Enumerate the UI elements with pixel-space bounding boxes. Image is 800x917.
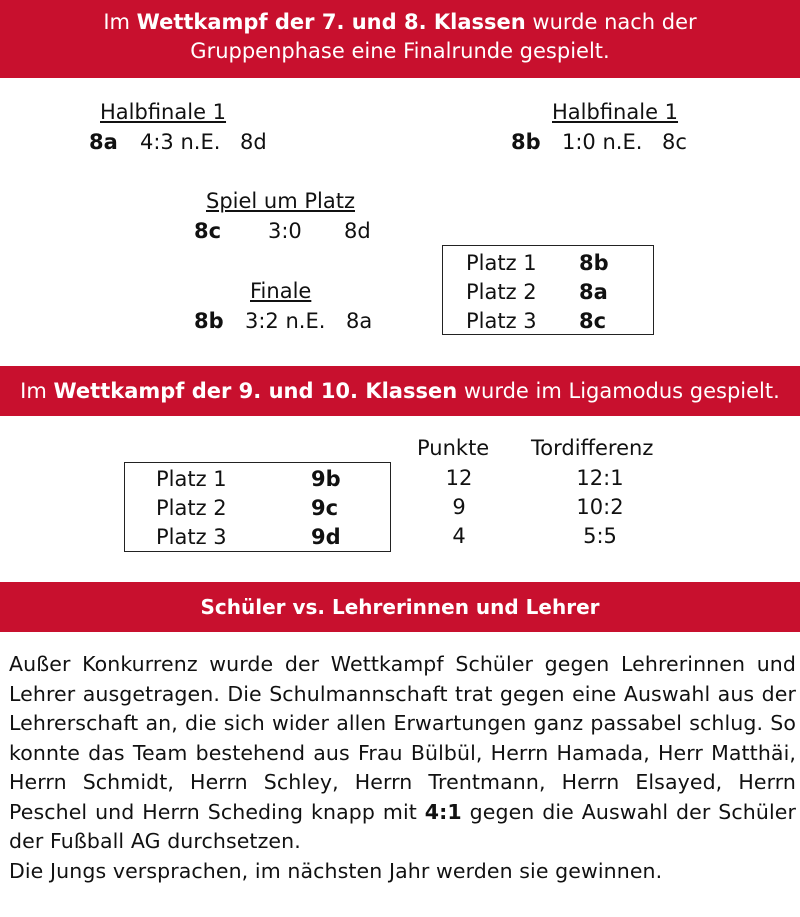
ranking-box-78 (442, 245, 654, 335)
ranking910-team-3: 9d (311, 525, 341, 549)
diff-1: 12:1 (576, 466, 624, 490)
col-header-points: Punkte (417, 436, 490, 460)
ranking78-place-2: Platz 2 (466, 280, 537, 304)
semi2-score: 1:0 n.E. (562, 130, 643, 154)
semi1-loser: 8d (240, 130, 267, 154)
section1-intro-line1: Im Wettkampf der 7. und 8. Klassen wurde nach der (103, 10, 697, 34)
third-title: Spiel um Platz (206, 189, 355, 213)
third-loser: 8d (344, 219, 371, 243)
final-loser: 8a (346, 309, 373, 333)
points-3: 4 (452, 524, 466, 548)
ranking78-place-1: Platz 1 (466, 251, 537, 275)
diff-3: 5:5 (583, 524, 617, 548)
final-title: Finale (250, 279, 312, 303)
semi2-title: Halbfinale 1 (552, 100, 679, 124)
final-score: 3:2 n.E. (245, 309, 326, 333)
points-1: 12 (445, 466, 473, 490)
points-2: 9 (452, 495, 466, 519)
ranking78-team-3: 8c (579, 309, 607, 333)
body-paragraph (9, 650, 796, 886)
section1-intro-line2: Gruppenphase eine Finalrunde gespielt. (190, 39, 610, 63)
semi1-score: 4:3 n.E. (140, 130, 221, 154)
semi2-winner: 8b (511, 130, 541, 154)
section3-header: Schüler vs. Lehrerinnen und Lehrer (0, 582, 800, 632)
semi2-loser: 8c (662, 130, 687, 154)
col-header-diff: Tordifferenz (531, 436, 654, 460)
ranking78-team-1: 8b (579, 251, 609, 275)
ranking910-team-1: 9b (311, 467, 341, 491)
ranking910-place-1: Platz 1 (156, 467, 227, 491)
ranking-box-910 (124, 462, 391, 552)
final-winner: 8b (194, 309, 224, 333)
paragraph-main: Außer Konkurrenz wurde der Wettkampf Schüler gegen Lehrerinnen und Lehrer ausgetragen. Die Schulmannschaft trat gegen eine Auswahl aus der Lehrerschaft an, die sich wider allen Erwartungen ganz passabel schlug. So konnte das Team bestehend aus Frau Bülbül, Herrn Hamada, Herr Matthäi, Herrn Schmidt, Herrn Schley, Herrn Trentmann, Herrn Elsayed, Herrn Peschel und Herrn Scheding knapp mit 4:1 gegen die Auswahl der Schüler der Fußball AG durchsetzen. (9, 652, 796, 853)
section1-header (0, 0, 800, 78)
section2-header: Im Wettkampf der 9. und 10. Klassen wurde im Ligamodus gespielt. (0, 366, 800, 416)
ranking78-team-2: 8a (579, 280, 608, 304)
semi1-winner: 8a (89, 130, 118, 154)
ranking78-place-3: Platz 3 (466, 309, 537, 333)
ranking910-place-3: Platz 3 (156, 525, 227, 549)
ranking910-team-2: 9c (311, 496, 339, 520)
diff-2: 10:2 (576, 495, 624, 519)
paragraph-last-line: Die Jungs versprachen, im nächsten Jahr werden sie gewinnen. (9, 858, 663, 883)
ranking910-place-2: Platz 2 (156, 496, 227, 520)
third-winner: 8c (194, 219, 222, 243)
semi1-title: Halbfinale 1 (100, 100, 227, 124)
third-score: 3:0 (268, 219, 302, 243)
